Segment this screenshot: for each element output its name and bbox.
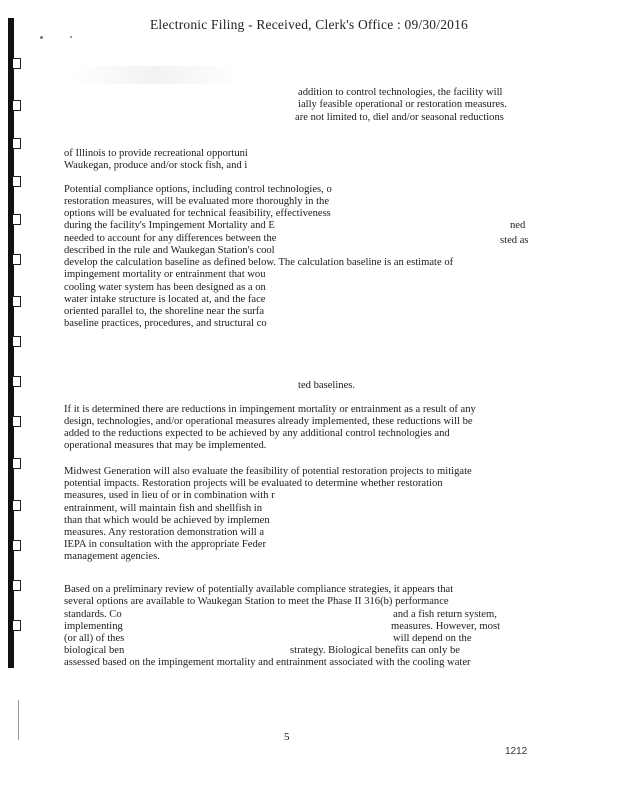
text-line: measures. Any restoration demonstration will a xyxy=(64,527,265,538)
text-line: Potential compliance options, including control technologies, o xyxy=(64,184,332,195)
text-line: impingement mortality or entrainment that wou xyxy=(64,269,266,280)
text-line: design, technologies, and/or operational measures already implemented, these reductions will be xyxy=(64,416,473,427)
page-number: 5 xyxy=(284,731,290,743)
text-line: Based on a preliminary review of potentially available compliance strategies, it appears that xyxy=(64,584,454,595)
text-line: ted baselines. xyxy=(298,380,356,391)
text-line: standards. Co xyxy=(64,609,122,620)
text-line: operational measures that may be implemented. xyxy=(64,440,267,451)
text-line: assessed based on the impingement mortality and entrainment associated with the cooling water xyxy=(64,657,471,668)
text-line: addition to control technologies, the facility will xyxy=(298,87,503,98)
scan-artifact xyxy=(18,700,19,740)
text-line: IEPA in consultation with the appropriate Feder xyxy=(64,539,267,550)
text-line: ially feasible operational or restoration measures. xyxy=(298,99,507,110)
filing-header: Electronic Filing - Received, Clerk's Office : 09/30/2016 xyxy=(149,17,468,32)
text-line: measures. However, most xyxy=(391,621,501,632)
scan-speck xyxy=(40,36,43,39)
text-line: develop the calculation baseline as defined below. The calculation baseline is an estimate of xyxy=(64,257,454,268)
text-line: and a fish return system, xyxy=(393,609,497,620)
binding-mark xyxy=(13,176,21,187)
binding-mark xyxy=(13,458,21,469)
text-line: implementing xyxy=(64,621,123,632)
text-line: added to the reductions expected to be achieved by any additional control technologies and xyxy=(64,428,450,439)
binding-mark xyxy=(13,296,21,307)
text-line: described in the rule and Waukegan Station's cool xyxy=(64,245,275,256)
text-line: than that which would be achieved by implemen xyxy=(64,515,270,526)
text-line: will depend on the xyxy=(393,633,472,644)
binding-mark xyxy=(13,540,21,551)
text-line: ned xyxy=(510,220,526,231)
text-line: during the facility's Impingement Mortality and E xyxy=(64,220,275,231)
binding-mark xyxy=(13,214,21,225)
scan-speck xyxy=(70,36,72,38)
binding-mark xyxy=(13,580,21,591)
bates-stamp: 1212 xyxy=(505,746,528,757)
binding-strip xyxy=(8,18,20,668)
text-line: several options are available to Waukegan Station to meet the Phase II 316(b) performance xyxy=(64,596,449,607)
text-line: Waukegan, produce and/or stock fish, and i xyxy=(64,160,248,171)
scan-smudge xyxy=(70,66,240,84)
binding-mark xyxy=(13,500,21,511)
text-line: If it is determined there are reductions in impingement mortality or entrainment as a result of any xyxy=(64,404,476,415)
text-line: oriented parallel to, the shoreline near the surfa xyxy=(64,306,265,317)
text-line: measures, used in lieu of or in combination with r xyxy=(64,490,275,501)
text-line: potential impacts. Restoration projects will be evaluated to determine whether restoration xyxy=(64,478,443,489)
text-line: restoration measures, will be evaluated more thoroughly in the xyxy=(64,196,330,207)
binding-mark xyxy=(13,138,21,149)
text-line: options will be evaluated for technical feasibility, effectiveness xyxy=(64,208,331,219)
binding-mark xyxy=(13,100,21,111)
text-line: needed to account for any differences between the xyxy=(64,233,277,244)
text-line: management agencies. xyxy=(64,551,160,562)
binding-mark xyxy=(13,416,21,427)
text-line: biological ben xyxy=(64,645,125,656)
text-line: baseline practices, procedures, and structural co xyxy=(64,318,267,329)
binding-mark xyxy=(13,620,21,631)
text-line: cooling water system has been designed as a on xyxy=(64,282,266,293)
text-line: (or all) of thes xyxy=(64,633,125,644)
text-line: strategy. Biological benefits can only be xyxy=(290,645,460,656)
text-line: entrainment, will maintain fish and shellfish in xyxy=(64,503,263,514)
text-line: sted as xyxy=(500,235,529,246)
text-line: are not limited to, diel and/or seasonal reductions xyxy=(295,112,504,123)
binding-mark xyxy=(13,58,21,69)
text-line: Midwest Generation will also evaluate the feasibility of potential restoration projects to mitigate xyxy=(64,466,472,477)
text-line: of Illinois to provide recreational opportuni xyxy=(64,148,248,159)
binding-mark xyxy=(13,254,21,265)
text-line: water intake structure is located at, and the face xyxy=(64,294,266,305)
binding-mark xyxy=(13,336,21,347)
binding-mark xyxy=(13,376,21,387)
